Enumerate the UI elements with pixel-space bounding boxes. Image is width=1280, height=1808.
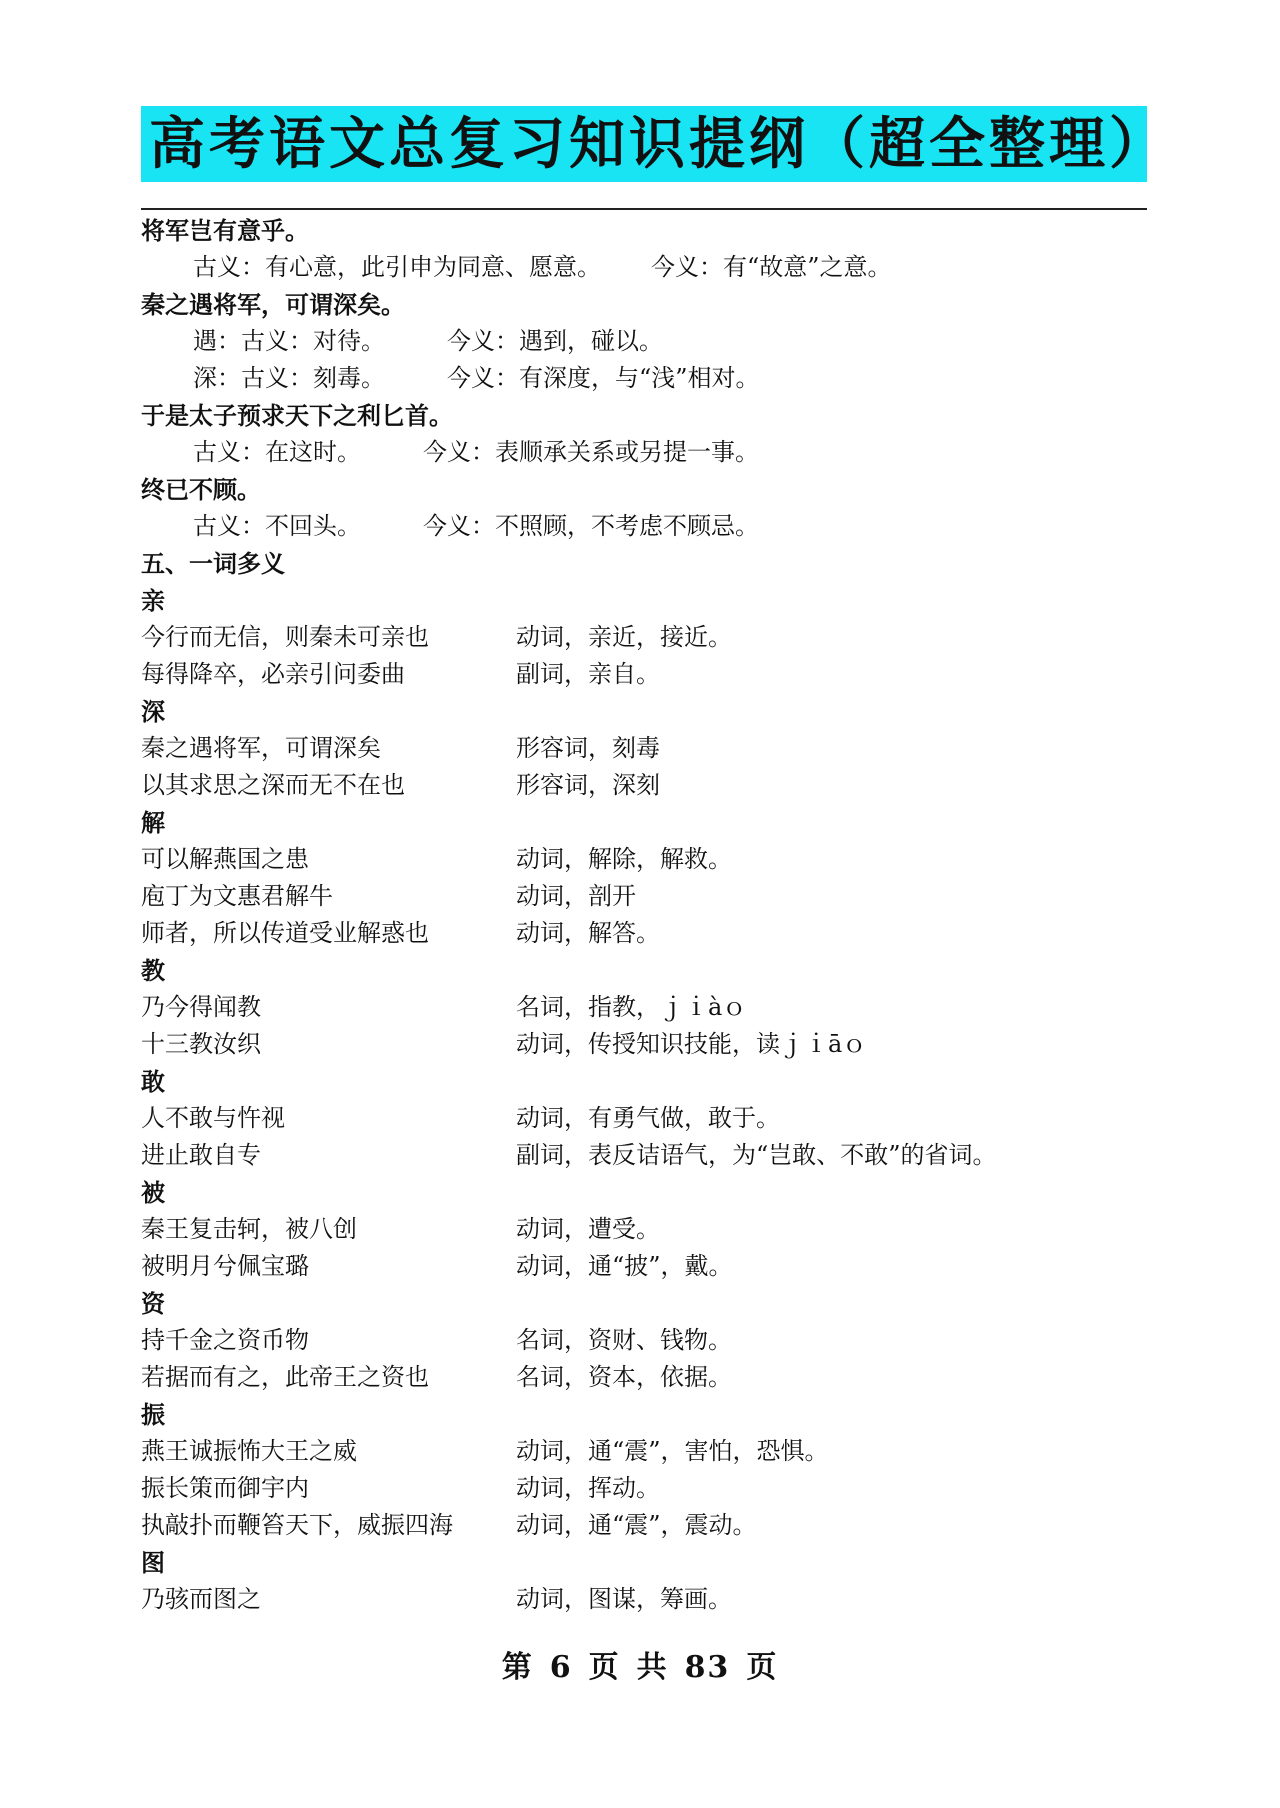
example-meaning: 动词，通“披”，戴。	[516, 1252, 733, 1280]
footer-suffix: 页	[746, 1650, 779, 1685]
sentence-heading: 将军岂有意乎。	[141, 216, 309, 245]
ancient-meaning: 古义：有心意，此引申为同意、愿意。	[193, 253, 601, 281]
section-heading: 五、一词多义	[141, 549, 285, 578]
word-heading: 振	[141, 1400, 165, 1429]
ancient-meaning: 遇：古义：对待。	[193, 327, 385, 355]
example-sentence: 燕王诚振怖大王之威	[141, 1437, 357, 1465]
example-sentence: 被明月兮佩宝璐	[141, 1252, 309, 1280]
example-row	[141, 878, 1147, 915]
example-row	[141, 730, 1147, 767]
example-meaning: 形容词，深刻	[516, 771, 660, 799]
example-meaning: 动词，有勇气做，敢于。	[516, 1104, 780, 1132]
word-heading: 深	[141, 697, 165, 726]
example-meaning: 动词，解答。	[516, 919, 660, 947]
word-heading: 被	[141, 1178, 165, 1207]
example-row	[141, 841, 1147, 878]
page-footer	[0, 1642, 1280, 1686]
footer-page-label: 页	[588, 1650, 621, 1685]
example-sentence: 师者，所以传道受业解惑也	[141, 919, 429, 947]
sentence-heading: 秦之遇将军，可谓深矣。	[141, 290, 405, 319]
word-heading: 敢	[141, 1067, 165, 1096]
example-row	[141, 1470, 1147, 1507]
example-row	[141, 1026, 1147, 1063]
modern-meaning: 今义：表顺承关系或另提一事。	[423, 438, 759, 466]
document-body	[141, 212, 1147, 1618]
meaning-line	[141, 249, 1147, 286]
modern-meaning: 今义：有“故意”之意。	[651, 253, 892, 281]
example-meaning: 形容词，刻毒	[516, 734, 660, 762]
example-sentence: 以其求思之深而无不在也	[141, 771, 405, 799]
example-row	[141, 989, 1147, 1026]
page-title: 高考语文总复习知识提纲（超全整理）	[149, 111, 1169, 177]
example-row	[141, 1507, 1147, 1544]
example-meaning: 副词，亲自。	[516, 660, 660, 688]
sentence-heading: 于是太子预求天下之利匕首。	[141, 401, 453, 430]
example-sentence: 乃骇而图之	[141, 1585, 261, 1613]
meaning-line	[141, 323, 1147, 360]
example-row	[141, 1433, 1147, 1470]
example-meaning: 副词，表反诘语气，为“岂敢、不敢”的省词。	[516, 1141, 997, 1169]
ancient-meaning: 古义：在这时。	[193, 438, 361, 466]
example-meaning: 动词，亲近，接近。	[516, 623, 732, 651]
example-meaning: 动词，传授知识技能，读ｊｉāｏ	[516, 1030, 867, 1058]
example-meaning: 名词，资本，依据。	[516, 1363, 732, 1391]
meaning-line	[141, 508, 1147, 545]
word-heading: 图	[141, 1548, 165, 1577]
example-sentence: 秦之遇将军，可谓深矣	[141, 734, 381, 762]
example-meaning: 动词，解除，解救。	[516, 845, 732, 873]
footer-total-label: 共	[636, 1650, 669, 1685]
example-row	[141, 1137, 1147, 1174]
modern-meaning: 今义：有深度，与“浅”相对。	[447, 364, 760, 392]
example-meaning: 动词，通“震”，害怕，恐惧。	[516, 1437, 829, 1465]
example-meaning: 名词，指教，ｊｉàｏ	[516, 993, 747, 1021]
word-heading: 亲	[141, 586, 165, 615]
header-divider	[141, 208, 1147, 210]
example-meaning: 动词，挥动。	[516, 1474, 660, 1502]
example-row	[141, 619, 1147, 656]
example-row	[141, 1100, 1147, 1137]
ancient-meaning: 古义：不回头。	[193, 512, 361, 540]
example-meaning: 动词，剖开	[516, 882, 636, 910]
modern-meaning: 今义：遇到，碰以。	[447, 327, 663, 355]
example-sentence: 乃今得闻教	[141, 993, 261, 1021]
example-sentence: 可以解燕国之患	[141, 845, 309, 873]
example-sentence: 每得降卒，必亲引问委曲	[141, 660, 405, 688]
sentence-heading: 终已不顾。	[141, 475, 261, 504]
modern-meaning: 今义：不照顾，不考虑不顾忌。	[423, 512, 759, 540]
example-sentence: 今行而无信，则秦未可亲也	[141, 623, 429, 651]
example-sentence: 执敲扑而鞭笞天下，威振四海	[141, 1511, 453, 1539]
example-sentence: 秦王复击轲，被八创	[141, 1215, 357, 1243]
current-page-number: 6	[549, 1650, 573, 1685]
example-meaning: 名词，资财、钱物。	[516, 1326, 732, 1354]
example-row	[141, 915, 1147, 952]
word-heading: 资	[141, 1289, 165, 1318]
footer-prefix: 第	[501, 1650, 534, 1685]
example-row	[141, 1322, 1147, 1359]
example-sentence: 进止敢自专	[141, 1141, 261, 1169]
example-sentence: 人不敢与忤视	[141, 1104, 285, 1132]
example-sentence: 庖丁为文惠君解牛	[141, 882, 333, 910]
example-row	[141, 767, 1147, 804]
total-page-count: 83	[684, 1650, 731, 1685]
word-heading: 解	[141, 808, 165, 837]
example-row	[141, 1248, 1147, 1285]
meaning-line	[141, 434, 1147, 471]
example-row	[141, 1581, 1147, 1618]
title-banner	[141, 106, 1169, 182]
example-sentence: 若据而有之，此帝王之资也	[141, 1363, 429, 1391]
example-meaning: 动词，遭受。	[516, 1215, 660, 1243]
example-sentence: 振长策而御宇内	[141, 1474, 309, 1502]
example-meaning: 动词，图谋，筹画。	[516, 1585, 732, 1613]
ancient-meaning: 深：古义：刻毒。	[193, 364, 385, 392]
example-row	[141, 1211, 1147, 1248]
example-row	[141, 1359, 1147, 1396]
example-sentence: 十三教汝织	[141, 1030, 261, 1058]
example-sentence: 持千金之资币物	[141, 1326, 309, 1354]
meaning-line	[141, 360, 1147, 397]
example-row	[141, 656, 1147, 693]
word-heading: 教	[141, 956, 165, 985]
example-meaning: 动词，通“震”，震动。	[516, 1511, 757, 1539]
